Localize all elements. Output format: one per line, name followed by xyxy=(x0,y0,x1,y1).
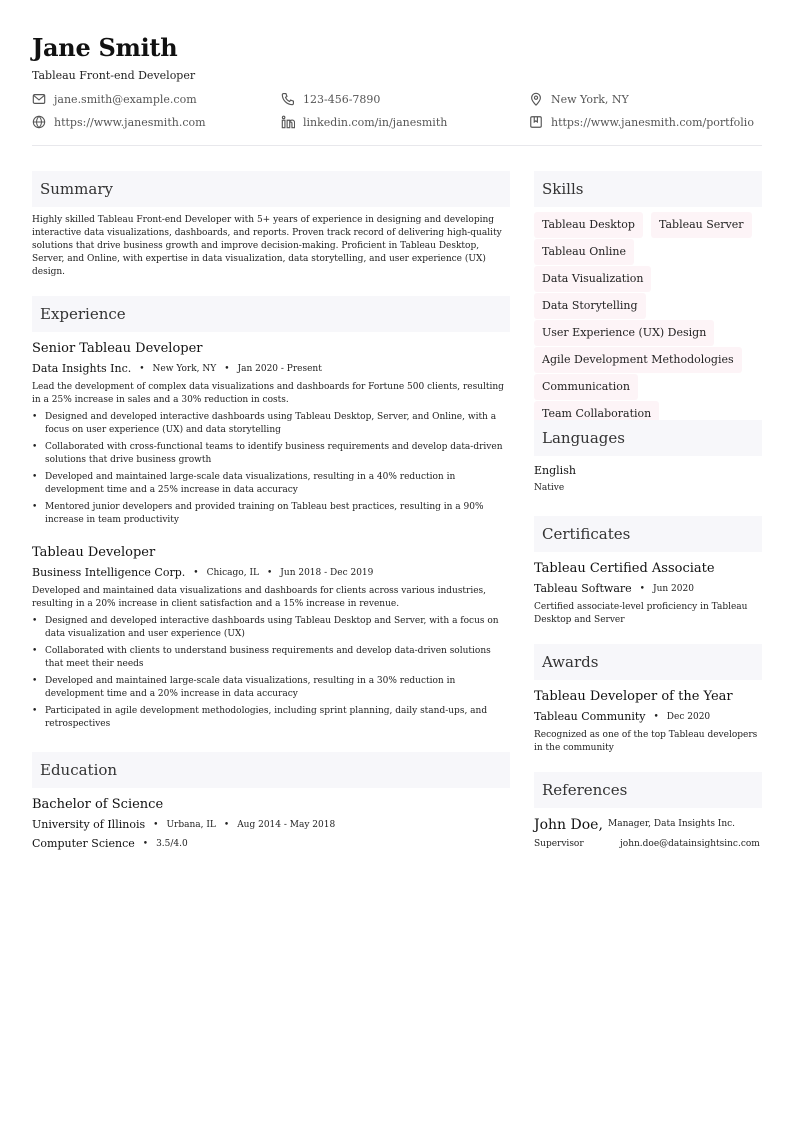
list-item: • Designed and developed interactive dashboards using Tableau Desktop and Server, with a focus on data visualization and user experience (UX) xyxy=(32,615,510,641)
contact-portfolio[interactable] xyxy=(529,115,754,129)
location-text: New York, NY xyxy=(551,92,629,106)
education-heading: Education xyxy=(32,752,510,788)
skill-tag: Agile Development Methodologies xyxy=(534,347,742,373)
languages-heading: Languages xyxy=(534,420,762,456)
skill-tag: Tableau Online xyxy=(534,239,634,265)
certificate-meta xyxy=(534,582,694,595)
job-meta xyxy=(32,362,322,375)
portfolio-link: https://www.janesmith.com/portfolio xyxy=(551,115,754,129)
separator-dot: • xyxy=(224,363,230,374)
linkedin-icon xyxy=(281,115,295,129)
list-item: • Collaborated with cross-functional teams to identify business requirements and develop data-driven solutions that drive business growth xyxy=(32,441,510,467)
separator-dot: • xyxy=(142,838,149,849)
reference-email[interactable]: john.doe@datainsightsinc.com xyxy=(620,839,760,849)
list-item: • Participated in agile development methodologies, including sprint planning, daily stand-ups, and retrospectives xyxy=(32,705,510,731)
separator-dot: • xyxy=(653,711,659,722)
certificate-description: Certified associate-level proficiency in Tableau Desktop and Server xyxy=(534,602,748,625)
education-meta xyxy=(32,818,335,831)
reference-relationship: Supervisor xyxy=(534,839,584,849)
job-bullets xyxy=(32,411,510,531)
skill-tag: Team Collaboration xyxy=(534,401,659,427)
job-company: Business Intelligence Corp. xyxy=(32,566,186,579)
phone-icon xyxy=(281,92,295,106)
candidate-name: Jane Smith xyxy=(32,33,178,62)
award-date: Dec 2020 xyxy=(666,711,711,722)
skill-tag: Data Storytelling xyxy=(534,293,646,319)
list-item: • Mentored junior developers and provided training on Tableau best practices, resulting in a 90% increase in team productivity xyxy=(32,501,510,527)
summary-text: Highly skilled Tableau Front-end Developer with 5+ years of experience in designing and developing interactive data visualizations, dashboards, and reports. Proven track record of delivering high-quality solutions that drive business growth and improve decision-making. Proficient in Tableau Desktop, Server, and Online, with expertise in data visualization, data storytelling, and user experience (UX) design. xyxy=(32,215,502,277)
reference-title: Manager, Data Insights Inc. xyxy=(608,819,736,829)
certificates-heading: Certificates xyxy=(534,516,762,552)
experience-heading: Experience xyxy=(32,296,510,332)
job-title: Senior Tableau Developer xyxy=(32,341,203,356)
separator-dot: • xyxy=(139,363,145,374)
education-gpa: 3.5/4.0 xyxy=(156,838,188,849)
job-description: Developed and maintained data visualizations and dashboards for clients across various industries, resulting in a 20% increase in client satisfaction and a 15% increase in revenue. xyxy=(32,586,487,609)
list-item: • Developed and maintained large-scale data visualizations, resulting in a 30% reduction in development time and a 20% increase in data accuracy xyxy=(32,675,510,701)
website-link: https://www.janesmith.com xyxy=(54,115,206,129)
award-description: Recognized as one of the top Tableau developers in the community xyxy=(534,730,758,753)
job-description: Lead the development of complex data visualizations and dashboards for Fortune 500 clients, resulting in a 25% increase in sales and a 30% reduction in costs. xyxy=(32,382,504,405)
list-item: • Developed and maintained large-scale data visualizations, resulting in a 40% reduction in development time and a 25% increase in data accuracy xyxy=(32,471,510,497)
reference-name: John Doe, xyxy=(534,817,603,833)
portfolio-icon xyxy=(529,115,543,129)
contact-email[interactable] xyxy=(32,92,197,106)
email-text: jane.smith@example.com xyxy=(54,92,197,106)
skill-tag: Tableau Server xyxy=(651,212,752,238)
contact-website[interactable] xyxy=(32,115,206,129)
job-dates: Jan 2020 - Present xyxy=(237,363,322,374)
separator-dot: • xyxy=(223,819,230,830)
list-item: • Designed and developed interactive dashboards using Tableau Desktop, Server, and Online, with a focus on user experience (UX) and data storytelling xyxy=(32,411,510,437)
award-name: Tableau Developer of the Year xyxy=(534,689,733,704)
map-pin-icon xyxy=(529,92,543,106)
job-location: Chicago, IL xyxy=(206,567,259,578)
list-item: • Collaborated with clients to understand business requirements and develop data-driven solutions that meet their needs xyxy=(32,645,510,671)
education-field-meta xyxy=(32,837,188,850)
contact-linkedin[interactable] xyxy=(281,115,447,129)
education-location: Urbana, IL xyxy=(166,819,216,830)
job-location: New York, NY xyxy=(152,363,217,374)
education-school: University of Illinois xyxy=(32,818,146,831)
mail-icon xyxy=(32,92,46,106)
skills-list xyxy=(534,212,762,428)
header-divider xyxy=(32,145,762,146)
skills-heading: Skills xyxy=(534,171,762,207)
candidate-title: Tableau Front-end Developer xyxy=(32,69,196,82)
job-meta xyxy=(32,566,373,579)
education-field: Computer Science xyxy=(32,837,135,850)
skill-tag: User Experience (UX) Design xyxy=(534,320,714,346)
skill-tag: Data Visualization xyxy=(534,266,651,292)
job-bullets xyxy=(32,615,510,735)
education-dates: Aug 2014 - May 2018 xyxy=(237,819,336,830)
linkedin-link: linkedin.com/in/janesmith xyxy=(303,115,448,129)
award-meta xyxy=(534,710,710,723)
references-heading: References xyxy=(534,772,762,808)
awards-heading: Awards xyxy=(534,644,762,680)
language-name: English xyxy=(534,464,576,477)
job-company: Data Insights Inc. xyxy=(32,362,132,375)
contact-phone[interactable] xyxy=(281,92,380,106)
separator-dot: • xyxy=(153,819,159,830)
skill-tag: Communication xyxy=(534,374,638,400)
award-issuer: Tableau Community xyxy=(534,710,646,723)
globe-icon xyxy=(32,115,46,129)
summary-heading: Summary xyxy=(32,171,510,207)
contact-location xyxy=(529,92,629,106)
phone-text: 123-456-7890 xyxy=(303,92,381,106)
certificate-name: Tableau Certified Associate xyxy=(534,561,715,576)
separator-dot: • xyxy=(193,567,199,578)
language-level: Native xyxy=(534,483,565,493)
separator-dot: • xyxy=(639,583,645,594)
certificate-issuer: Tableau Software xyxy=(534,582,632,595)
separator-dot: • xyxy=(266,567,273,578)
education-degree: Bachelor of Science xyxy=(32,797,164,812)
certificate-date: Jun 2020 xyxy=(652,583,694,594)
job-title: Tableau Developer xyxy=(32,545,156,560)
job-dates: Jun 2018 - Dec 2019 xyxy=(280,567,374,578)
skill-tag: Tableau Desktop xyxy=(534,212,643,238)
